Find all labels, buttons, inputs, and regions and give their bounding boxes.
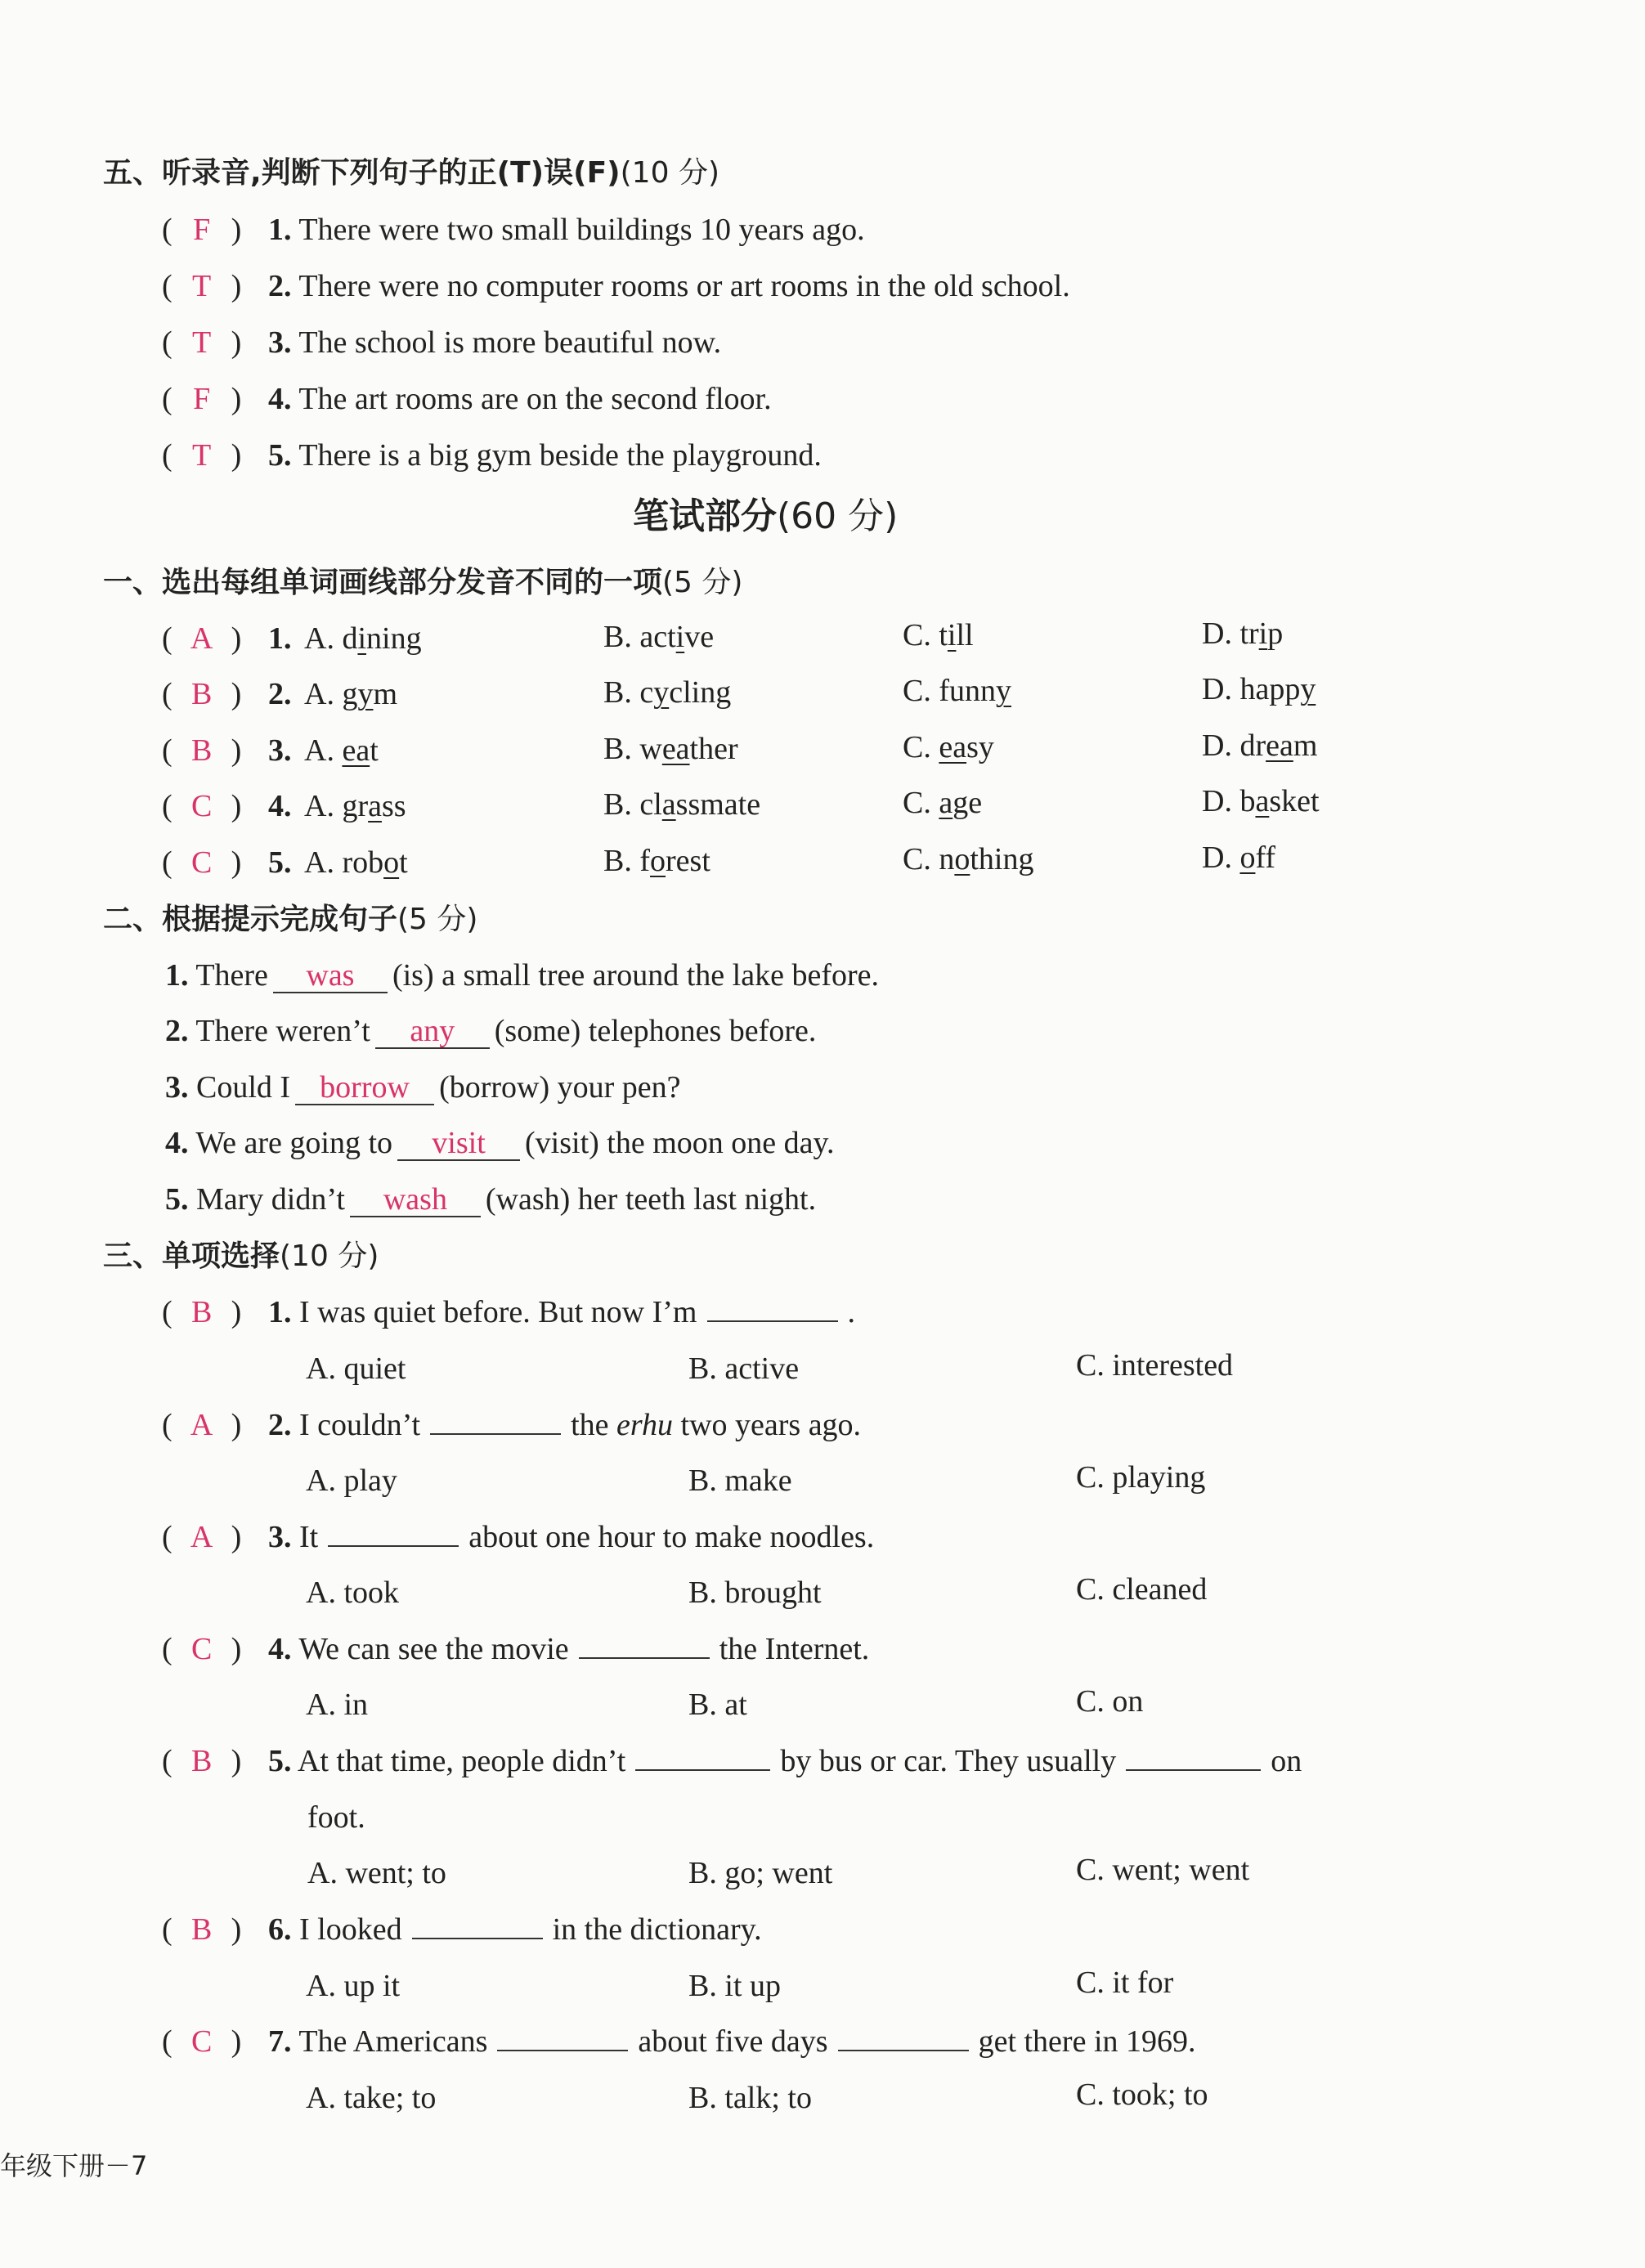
item-number: 3.	[268, 325, 292, 360]
word-part: w	[639, 732, 662, 766]
underlined-letters: y	[996, 674, 1012, 708]
item-text: Could I	[196, 1070, 291, 1105]
underlined-letters: a	[661, 787, 676, 822]
item-text: by bus or car. They usually	[780, 1744, 1117, 1778]
option-b: B. brought	[688, 1575, 822, 1610]
item-text-italic: erhu	[616, 1408, 674, 1442]
item-number: 5.	[268, 845, 292, 880]
option-a: A. went; to	[307, 1856, 446, 1890]
option-b: B. go; went	[688, 1856, 833, 1890]
underlined-letters: y	[1300, 672, 1316, 706]
answer: C	[190, 789, 213, 823]
underlined-letters: ea	[939, 730, 967, 764]
option-label: D.	[1202, 784, 1232, 818]
item-text: in the dictionary.	[552, 1912, 762, 1947]
option-label: A.	[304, 733, 334, 768]
answer-blank	[1126, 1741, 1261, 1771]
answer: A	[190, 621, 213, 656]
option-a: A. quiet	[306, 1351, 406, 1386]
option-b	[603, 840, 710, 881]
item-number: 6.	[268, 1912, 292, 1947]
option-a: A. take; to	[306, 2081, 437, 2115]
s3-q1: ( B ) 1. I was quiet before. But now I’m .	[162, 1292, 855, 1333]
word-part: rob	[342, 845, 384, 880]
fill-answer: borrow	[295, 1071, 434, 1105]
item-number: 5.	[268, 1744, 292, 1778]
item-text: get there in 1969.	[978, 2024, 1196, 2059]
item-text: There weren’t	[195, 1014, 370, 1048]
option-c: C. cleaned	[1076, 1572, 1208, 1607]
s3-q5: ( B ) 5. At that time, people didn’t by bus or car. They usually on	[162, 1741, 1302, 1782]
item-text: (wash) her teeth last night.	[485, 1182, 817, 1217]
option-a	[304, 674, 397, 715]
item-text: (visit) the moon one day.	[525, 1126, 835, 1160]
s1-item-3: ( B ) 3.	[162, 730, 292, 771]
s2-item-1	[165, 955, 879, 996]
option-label: D.	[1202, 728, 1232, 763]
word-part: dr	[1239, 728, 1266, 763]
option-c	[903, 727, 994, 768]
option-b	[603, 728, 738, 769]
option-b: B. at	[688, 1688, 747, 1722]
option-label: C.	[903, 786, 931, 820]
item-text: There were no computer rooms or art rooms in the old school.	[298, 269, 1070, 303]
word-part: n	[939, 842, 955, 876]
answer-blank	[430, 1405, 561, 1435]
written-part-title	[633, 494, 898, 540]
option-b: B. it up	[688, 1969, 781, 2003]
underlined-letters: a	[939, 786, 953, 820]
answer-blank	[497, 2022, 628, 2051]
item-text: I looked	[299, 1912, 402, 1947]
answer: B	[190, 1744, 213, 1778]
item-text: We are going to	[195, 1126, 393, 1160]
section1-heading	[103, 563, 742, 603]
s5-item-4: ( F ) 4. The art rooms are on the second floor.	[162, 379, 772, 419]
option-b	[603, 784, 760, 825]
underlined-letters: o	[1239, 840, 1256, 875]
item-number: 3.	[268, 1520, 292, 1554]
option-b	[603, 616, 714, 657]
s5-item-2: ( T ) 2. There were no computer rooms or art rooms in the old school.	[162, 266, 1070, 307]
word-part: d	[342, 621, 358, 656]
word-part: ss	[381, 789, 406, 823]
answer-blank	[328, 1517, 459, 1547]
option-b: B. talk; to	[688, 2081, 812, 2115]
item-number: 2.	[268, 1408, 292, 1442]
answer: F	[193, 213, 211, 247]
answer-blank	[707, 1293, 838, 1322]
section2-heading	[103, 899, 477, 940]
fill-answer: wash	[350, 1183, 481, 1217]
underlined-letters: i	[357, 621, 367, 656]
option-label: D.	[1202, 840, 1232, 875]
option-d	[1202, 725, 1317, 766]
option-a	[304, 786, 406, 827]
option-a: A. took	[306, 1575, 399, 1610]
answer: T	[192, 269, 212, 303]
word-part: m	[373, 677, 398, 711]
option-d	[1202, 781, 1320, 822]
item-number: 5.	[165, 1182, 189, 1217]
section1-heading-text: 一、选出每组单词画线部分发音不同的一项	[103, 566, 663, 599]
item-text: about five days	[638, 2024, 828, 2059]
underlined-letters: a	[368, 789, 382, 823]
option-b: B. active	[688, 1351, 800, 1386]
item-text: two years ago.	[680, 1408, 862, 1442]
s3-q6: ( B ) 6. I looked in the dictionary.	[162, 1909, 762, 1950]
option-label: A.	[304, 621, 334, 656]
item-number: 2.	[268, 269, 292, 303]
item-number: 1.	[268, 1295, 292, 1329]
item-text: I couldn’t	[299, 1408, 421, 1442]
item-number: 1.	[268, 213, 292, 247]
option-label: C.	[903, 674, 931, 708]
s1-item-5: ( C ) 5.	[162, 842, 292, 883]
answer: F	[193, 382, 211, 416]
s3-q7: ( C ) 7. The Americans about five days get there in 1969.	[162, 2021, 1196, 2062]
section5-points: (10 分)	[620, 156, 719, 190]
s1-item-1: ( A ) 1.	[162, 618, 292, 659]
word-part: ssmate	[675, 787, 761, 822]
option-c	[903, 839, 1033, 880]
item-number: 3.	[165, 1070, 189, 1105]
written-points: (60 分)	[777, 495, 899, 537]
item-number: 1.	[268, 621, 292, 656]
underlined-letters: i	[1258, 616, 1268, 651]
option-label: B.	[603, 787, 632, 822]
option-label: C.	[903, 618, 931, 652]
option-a	[304, 842, 408, 883]
item-text: about one hour to make noodles.	[468, 1520, 875, 1554]
answer-blank	[412, 1910, 543, 1939]
underlined-letters: o	[650, 844, 666, 878]
item-text: the	[571, 1408, 609, 1442]
option-c: C. went; went	[1076, 1853, 1250, 1887]
item-number: 2.	[268, 677, 292, 711]
item-number: 7.	[268, 2024, 292, 2059]
section3-points: (10 分)	[280, 1239, 379, 1273]
section3-heading	[103, 1236, 379, 1277]
item-text: The Americans	[298, 2024, 488, 2059]
fill-answer: any	[375, 1015, 490, 1049]
word-part: ff	[1255, 840, 1276, 875]
word-part: ning	[366, 621, 422, 656]
answer: B	[190, 1912, 213, 1947]
underlined-letters: y	[357, 677, 374, 711]
word-part: thing	[970, 842, 1034, 876]
fill-answer: was	[273, 959, 388, 993]
option-c: C. playing	[1076, 1460, 1206, 1495]
item-text: There is a big gym beside the playground.	[298, 438, 822, 473]
word-part: f	[639, 844, 651, 878]
underlined-letters: i	[675, 620, 685, 654]
option-label: A.	[304, 677, 334, 711]
option-a: A. play	[306, 1463, 397, 1498]
s2-item-5	[165, 1179, 816, 1220]
s1-item-4: ( C ) 4.	[162, 786, 292, 827]
word-part: happ	[1239, 672, 1301, 706]
answer: A	[190, 1520, 213, 1554]
section1-points: (5 分)	[662, 566, 743, 599]
section3-heading-text: 三、单项选择	[103, 1239, 280, 1273]
item-number: 3.	[268, 733, 292, 768]
answer: C	[190, 845, 213, 880]
option-label: B.	[603, 732, 632, 766]
item-text: .	[847, 1295, 855, 1329]
item-text: There	[195, 958, 268, 993]
underlined-letters: a	[1255, 784, 1270, 818]
option-a: A. up it	[306, 1969, 401, 2003]
item-text: We can see the movie	[298, 1632, 569, 1666]
answer: T	[192, 325, 212, 360]
item-text: The school is more beautiful now.	[298, 325, 722, 360]
word-part: t	[370, 733, 379, 768]
option-label: B.	[603, 844, 632, 878]
option-d	[1202, 837, 1275, 878]
section5-heading-text: 五、听录音,判断下列句子的正(T)误(F)	[103, 156, 621, 190]
answer: T	[192, 438, 212, 473]
option-label: A.	[304, 845, 334, 880]
option-a	[304, 618, 422, 659]
s5-item-1: ( F ) 1. There were two small buildings 10 years ago.	[162, 209, 865, 250]
option-label: C.	[903, 842, 931, 876]
section2-points: (5 分)	[397, 903, 478, 936]
word-part: cl	[639, 787, 662, 822]
option-c: C. it for	[1076, 1965, 1174, 2000]
s5-item-5: ( T ) 5. There is a big gym beside the playground.	[162, 435, 822, 476]
item-text: It	[299, 1520, 319, 1554]
option-a	[304, 730, 379, 771]
word-part: b	[1239, 784, 1256, 818]
word-part: m	[1293, 728, 1318, 763]
item-text: I was quiet before. But now I’m	[299, 1295, 697, 1329]
option-c	[903, 782, 982, 823]
item-number: 5.	[268, 438, 292, 473]
answer: B	[190, 733, 213, 768]
underlined-letters: o	[383, 845, 400, 880]
option-label: C.	[903, 730, 931, 764]
word-part: sy	[966, 730, 994, 764]
option-label: D.	[1202, 616, 1232, 651]
word-part: cling	[669, 675, 732, 710]
item-text: (borrow) your pen?	[439, 1070, 681, 1105]
s5-item-3: ( T ) 3. The school is more beautiful now.	[162, 322, 721, 363]
section2-heading-text: 二、根据提示完成句子	[103, 903, 398, 936]
s1-item-2: ( B ) 2.	[162, 674, 292, 715]
word-part: ll	[956, 618, 974, 652]
s2-item-3	[165, 1067, 681, 1108]
option-c	[903, 670, 1011, 711]
item-number: 4.	[268, 382, 292, 416]
option-label: A.	[304, 789, 334, 823]
item-number: 1.	[165, 958, 189, 993]
option-b: B. make	[688, 1463, 792, 1498]
option-c: C. took; to	[1076, 2078, 1208, 2112]
answer: B	[190, 1295, 213, 1329]
s2-item-2	[165, 1011, 816, 1051]
option-label: B.	[603, 620, 632, 654]
item-text: (some) telephones before.	[494, 1014, 817, 1048]
fill-answer: visit	[397, 1127, 520, 1161]
answer-blank	[838, 2022, 969, 2051]
item-number: 4.	[268, 1632, 292, 1666]
word-part: funn	[939, 674, 997, 708]
option-a: A. in	[306, 1688, 368, 1722]
option-label: D.	[1202, 672, 1232, 706]
underlined-letters: ea	[342, 733, 370, 768]
item-text: the Internet.	[719, 1632, 870, 1666]
word-part: c	[639, 675, 654, 710]
answer-blank	[579, 1629, 710, 1659]
word-part: ge	[952, 786, 983, 820]
item-text: (is) a small tree around the lake before.	[392, 958, 880, 993]
word-part: sket	[1269, 784, 1320, 818]
word-part: p	[1267, 616, 1284, 651]
word-part: gr	[342, 789, 369, 823]
underlined-letters: ea	[661, 732, 690, 766]
answer: A	[190, 1408, 213, 1442]
page-footer: 年级下册－7	[0, 2150, 148, 2181]
item-text: Mary didn’t	[196, 1182, 345, 1217]
word-part: t	[939, 618, 948, 652]
s3-q3: ( A ) 3. It about one hour to make noodles.	[162, 1517, 874, 1558]
item-text: There were two small buildings 10 years ago.	[298, 213, 865, 247]
item-text-continued: foot.	[307, 1800, 365, 1835]
underlined-letters: o	[954, 842, 970, 876]
underlined-letters: ea	[1266, 728, 1293, 763]
section5-heading	[103, 153, 719, 194]
option-d	[1202, 613, 1283, 654]
word-part: t	[399, 845, 408, 880]
s3-q2: ( A ) 2. I couldn’t the erhu two years ago.	[162, 1405, 861, 1446]
written-title-text: 笔试部分	[633, 495, 777, 537]
option-label: B.	[603, 675, 632, 710]
word-part: act	[639, 620, 676, 654]
option-c: C. interested	[1076, 1348, 1234, 1383]
item-text: The art rooms are on the second floor.	[298, 382, 772, 416]
item-number: 4.	[165, 1126, 189, 1160]
item-number: 4.	[268, 789, 292, 823]
option-c: C. on	[1076, 1684, 1144, 1719]
s2-item-4	[165, 1123, 835, 1163]
underlined-letters: y	[653, 675, 670, 710]
item-text: At that time, people didn’t	[297, 1744, 626, 1778]
answer: C	[190, 1632, 213, 1666]
word-part: g	[342, 677, 358, 711]
option-d	[1202, 669, 1316, 710]
word-part: rest	[666, 844, 710, 878]
word-part: ther	[689, 732, 738, 766]
answer-blank	[635, 1741, 770, 1771]
word-part: tr	[1239, 616, 1259, 651]
answer: C	[190, 2024, 213, 2059]
s3-q4: ( C ) 4. We can see the movie the Internet.	[162, 1629, 869, 1670]
option-b	[603, 672, 731, 713]
underlined-letters: i	[947, 618, 957, 652]
item-number: 2.	[165, 1014, 189, 1048]
word-part: ve	[684, 620, 715, 654]
item-text: on	[1271, 1744, 1302, 1778]
option-c	[903, 615, 974, 656]
answer: B	[190, 677, 213, 711]
